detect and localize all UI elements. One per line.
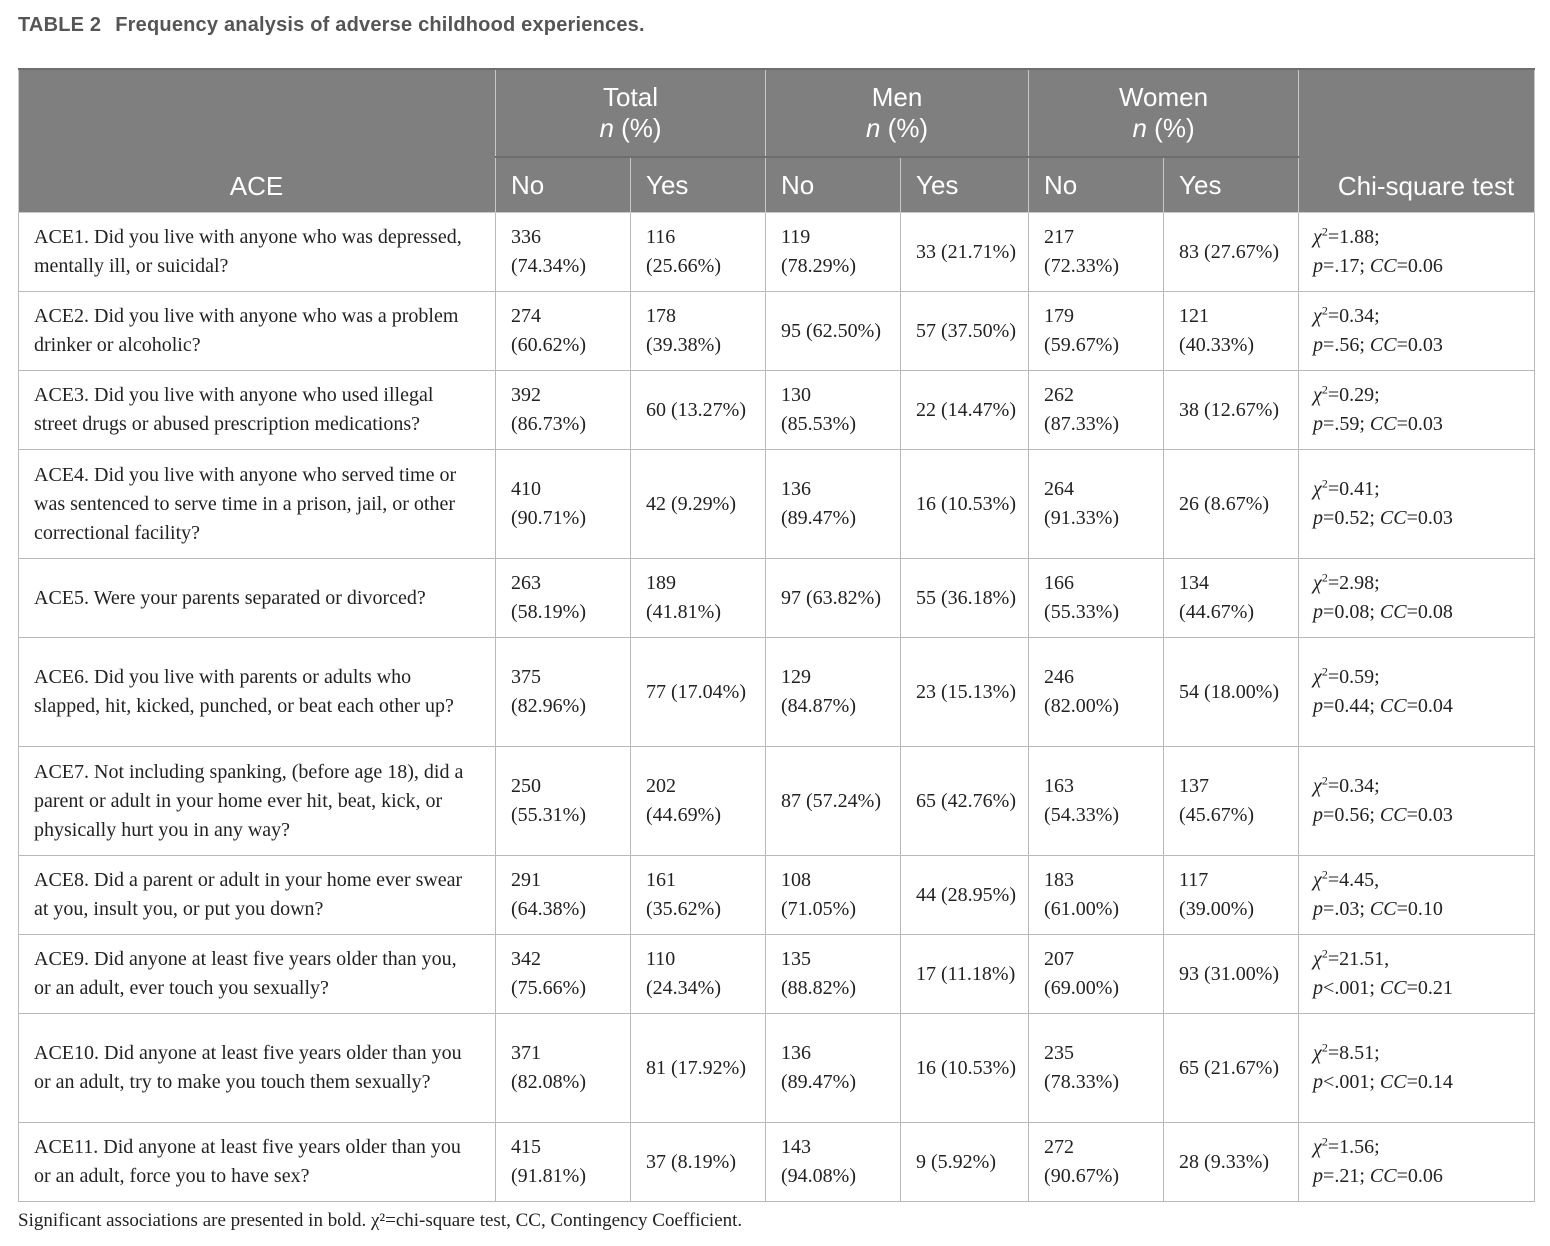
cc-symbol: CC xyxy=(1379,507,1407,529)
table-title: Frequency analysis of adverse childhood experiences. xyxy=(115,14,645,36)
chi-symbol: χ xyxy=(1313,305,1322,327)
p-symbol: p xyxy=(1313,507,1324,529)
cell-men-no: 129 (84.87%) xyxy=(766,638,901,747)
cell-total-yes: 42 (9.29%) xyxy=(631,450,766,559)
p-value: <.001; xyxy=(1323,977,1375,999)
cell-total-no: 375 (82.96%) xyxy=(496,638,631,747)
chi-value: =0.59; xyxy=(1327,666,1380,688)
cell-women-yes: 134 (44.67%) xyxy=(1164,559,1299,638)
cell-chi-square xyxy=(1299,371,1535,450)
cell-chi-square xyxy=(1299,747,1535,856)
p-value: =.03; xyxy=(1323,898,1365,920)
header-total: Total n (%) xyxy=(496,69,766,157)
p-value: =.21; xyxy=(1323,1165,1365,1187)
ace-question: ACE1. Did you live with anyone who was depressed, mentally ill, or suicidal? xyxy=(19,213,496,292)
cell-total-no: 410 (90.71%) xyxy=(496,450,631,559)
ace-question: ACE11. Did anyone at least five years older than you or an adult, force you to have sex? xyxy=(19,1123,496,1202)
cell-total-no: 336 (74.34%) xyxy=(496,213,631,292)
ace-question: ACE8. Did a parent or adult in your home ever swear at you, insult you, or put you down? xyxy=(19,856,496,935)
chi-value: =8.51; xyxy=(1327,1042,1380,1064)
cc-symbol: CC xyxy=(1369,413,1397,435)
cell-men-yes: 17 (11.18%) xyxy=(901,935,1029,1014)
cell-women-yes: 83 (27.67%) xyxy=(1164,213,1299,292)
cc-symbol: CC xyxy=(1369,1165,1397,1187)
p-value: =0.56; xyxy=(1323,804,1375,826)
p-symbol: p xyxy=(1313,804,1324,826)
cell-women-yes: 93 (31.00%) xyxy=(1164,935,1299,1014)
chi-value: =21.51, xyxy=(1327,948,1390,970)
cc-value: =0.10 xyxy=(1396,898,1443,920)
ace-question: ACE3. Did you live with anyone who used illegal street drugs or abused prescription medications? xyxy=(19,371,496,450)
chi-value: =0.41; xyxy=(1327,478,1380,500)
table-row xyxy=(19,638,1535,747)
header-chi-square: Chi-square test xyxy=(1299,69,1535,213)
chi-symbol: χ xyxy=(1313,1136,1322,1158)
chi-symbol: χ xyxy=(1313,775,1322,797)
cell-men-no: 136 (89.47%) xyxy=(766,450,901,559)
cell-total-no: 263 (58.19%) xyxy=(496,559,631,638)
cell-total-no: 415 (91.81%) xyxy=(496,1123,631,1202)
p-value: =.56; xyxy=(1323,334,1365,356)
header-women: Women n (%) xyxy=(1029,69,1299,157)
cell-chi-square xyxy=(1299,856,1535,935)
cc-value: =0.03 xyxy=(1406,804,1453,826)
cell-women-no: 207 (69.00%) xyxy=(1029,935,1164,1014)
chi-value: =0.34; xyxy=(1327,305,1380,327)
cc-symbol: CC xyxy=(1379,804,1407,826)
header-ace: ACE xyxy=(19,69,496,213)
cell-women-no: 272 (90.67%) xyxy=(1029,1123,1164,1202)
cell-women-yes: 137 (45.67%) xyxy=(1164,747,1299,856)
chi-symbol: χ xyxy=(1313,478,1322,500)
cell-men-yes: 16 (10.53%) xyxy=(901,1014,1029,1123)
p-symbol: p xyxy=(1313,601,1324,623)
chi-value: =2.98; xyxy=(1327,572,1380,594)
cell-women-no: 179 (59.67%) xyxy=(1029,292,1164,371)
header-men-no: No xyxy=(766,157,901,213)
cell-women-no: 246 (82.00%) xyxy=(1029,638,1164,747)
chi-value: =1.56; xyxy=(1327,1136,1380,1158)
table-row xyxy=(19,371,1535,450)
cell-men-yes: 9 (5.92%) xyxy=(901,1123,1029,1202)
cc-value: =0.03 xyxy=(1396,334,1443,356)
cell-women-no: 262 (87.33%) xyxy=(1029,371,1164,450)
chi-value: =1.88; xyxy=(1327,226,1380,248)
ace-frequency-table xyxy=(18,68,1535,1202)
cell-women-no: 235 (78.33%) xyxy=(1029,1014,1164,1123)
cell-men-yes: 55 (36.18%) xyxy=(901,559,1029,638)
p-symbol: p xyxy=(1313,898,1324,920)
cell-total-no: 392 (86.73%) xyxy=(496,371,631,450)
cc-symbol: CC xyxy=(1379,1071,1407,1093)
p-symbol: p xyxy=(1313,255,1324,277)
p-symbol: p xyxy=(1313,977,1324,999)
cell-men-no: 95 (62.50%) xyxy=(766,292,901,371)
table-footnote: Significant associations are presented in bold. χ²=chi-square test, CC, Contingency Coefficient. xyxy=(18,1210,743,1231)
p-value: =0.44; xyxy=(1323,695,1375,717)
table-row xyxy=(19,450,1535,559)
header-women-no: No xyxy=(1029,157,1164,213)
table-caption xyxy=(18,14,645,37)
cell-total-yes: 161 (35.62%) xyxy=(631,856,766,935)
cell-women-yes: 117 (39.00%) xyxy=(1164,856,1299,935)
cc-symbol: CC xyxy=(1379,977,1407,999)
cc-symbol: CC xyxy=(1379,695,1407,717)
ace-question: ACE10. Did anyone at least five years older than you or an adult, try to make you touch them sexually? xyxy=(19,1014,496,1123)
cell-total-yes: 178 (39.38%) xyxy=(631,292,766,371)
chi-superscript: 2 xyxy=(1321,382,1328,397)
cell-men-no: 119 (78.29%) xyxy=(766,213,901,292)
ace-question: ACE4. Did you live with anyone who served time or was sentenced to serve time in a prison, jail, or other correctional facility? xyxy=(19,450,496,559)
p-value: <.001; xyxy=(1323,1071,1375,1093)
cc-symbol: CC xyxy=(1369,334,1397,356)
cell-chi-square xyxy=(1299,1014,1535,1123)
cell-chi-square xyxy=(1299,450,1535,559)
chi-superscript: 2 xyxy=(1321,867,1328,882)
cc-symbol: CC xyxy=(1379,601,1407,623)
p-value: =.17; xyxy=(1323,255,1365,277)
cell-chi-square xyxy=(1299,638,1535,747)
cell-chi-square xyxy=(1299,559,1535,638)
ace-question: ACE6. Did you live with parents or adults who slapped, hit, kicked, punched, or beat each other up? xyxy=(19,638,496,747)
p-symbol: p xyxy=(1313,1071,1324,1093)
chi-superscript: 2 xyxy=(1321,476,1328,491)
table-row xyxy=(19,747,1535,856)
p-value: =0.08; xyxy=(1323,601,1375,623)
table-row xyxy=(19,292,1535,371)
chi-superscript: 2 xyxy=(1321,1040,1328,1055)
p-symbol: p xyxy=(1313,695,1324,717)
cell-men-no: 108 (71.05%) xyxy=(766,856,901,935)
cell-total-no: 291 (64.38%) xyxy=(496,856,631,935)
cell-men-no: 143 (94.08%) xyxy=(766,1123,901,1202)
cell-women-no: 217 (72.33%) xyxy=(1029,213,1164,292)
chi-symbol: χ xyxy=(1313,226,1322,248)
cell-men-yes: 23 (15.13%) xyxy=(901,638,1029,747)
table-row xyxy=(19,1123,1535,1202)
ace-question: ACE7. Not including spanking, (before age 18), did a parent or adult in your home ever hit, beat, kick, or physically hurt you in any way? xyxy=(19,747,496,856)
cc-value: =0.06 xyxy=(1396,1165,1443,1187)
cell-men-yes: 33 (21.71%) xyxy=(901,213,1029,292)
chi-superscript: 2 xyxy=(1321,773,1328,788)
cell-men-yes: 22 (14.47%) xyxy=(901,371,1029,450)
p-value: =.59; xyxy=(1323,413,1365,435)
cell-chi-square xyxy=(1299,292,1535,371)
cell-women-yes: 38 (12.67%) xyxy=(1164,371,1299,450)
cell-women-no: 183 (61.00%) xyxy=(1029,856,1164,935)
cell-total-yes: 60 (13.27%) xyxy=(631,371,766,450)
cc-value: =0.06 xyxy=(1396,255,1443,277)
chi-superscript: 2 xyxy=(1321,946,1328,961)
chi-value: =0.34; xyxy=(1327,775,1380,797)
chi-superscript: 2 xyxy=(1321,303,1328,318)
cc-value: =0.04 xyxy=(1406,695,1453,717)
cell-men-no: 87 (57.24%) xyxy=(766,747,901,856)
p-symbol: p xyxy=(1313,1165,1324,1187)
table-label: TABLE 2 xyxy=(18,14,102,36)
table-row xyxy=(19,559,1535,638)
ace-question: ACE5. Were your parents separated or divorced? xyxy=(19,559,496,638)
cc-symbol: CC xyxy=(1369,898,1397,920)
cc-value: =0.03 xyxy=(1396,413,1443,435)
cell-total-no: 342 (75.66%) xyxy=(496,935,631,1014)
ace-question: ACE9. Did anyone at least five years older than you, or an adult, ever touch you sexually? xyxy=(19,935,496,1014)
cell-chi-square xyxy=(1299,935,1535,1014)
cell-men-yes: 57 (37.50%) xyxy=(901,292,1029,371)
cc-value: =0.21 xyxy=(1406,977,1453,999)
cell-men-yes: 44 (28.95%) xyxy=(901,856,1029,935)
chi-symbol: χ xyxy=(1313,948,1322,970)
chi-symbol: χ xyxy=(1313,869,1322,891)
cell-women-no: 163 (54.33%) xyxy=(1029,747,1164,856)
cell-women-yes: 54 (18.00%) xyxy=(1164,638,1299,747)
chi-symbol: χ xyxy=(1313,384,1322,406)
cell-women-yes: 121 (40.33%) xyxy=(1164,292,1299,371)
cell-total-yes: 110 (24.34%) xyxy=(631,935,766,1014)
cell-women-no: 264 (91.33%) xyxy=(1029,450,1164,559)
cc-value: =0.08 xyxy=(1406,601,1453,623)
cc-symbol: CC xyxy=(1369,255,1397,277)
chi-superscript: 2 xyxy=(1321,1134,1328,1149)
cell-men-no: 135 (88.82%) xyxy=(766,935,901,1014)
chi-symbol: χ xyxy=(1313,572,1322,594)
cell-chi-square xyxy=(1299,1123,1535,1202)
cell-women-yes: 65 (21.67%) xyxy=(1164,1014,1299,1123)
cell-total-yes: 77 (17.04%) xyxy=(631,638,766,747)
table-row xyxy=(19,856,1535,935)
cell-total-yes: 202 (44.69%) xyxy=(631,747,766,856)
cell-women-yes: 28 (9.33%) xyxy=(1164,1123,1299,1202)
header-men: Men n (%) xyxy=(766,69,1029,157)
header-total-no: No xyxy=(496,157,631,213)
cell-total-no: 250 (55.31%) xyxy=(496,747,631,856)
chi-symbol: χ xyxy=(1313,1042,1322,1064)
chi-superscript: 2 xyxy=(1321,224,1328,239)
cell-chi-square xyxy=(1299,213,1535,292)
table-body xyxy=(19,213,1535,1202)
table-row xyxy=(19,935,1535,1014)
chi-value: =4.45, xyxy=(1327,869,1380,891)
cell-men-no: 136 (89.47%) xyxy=(766,1014,901,1123)
cell-women-yes: 26 (8.67%) xyxy=(1164,450,1299,559)
chi-superscript: 2 xyxy=(1321,570,1328,585)
p-value: =0.52; xyxy=(1323,507,1375,529)
chi-superscript: 2 xyxy=(1321,664,1328,679)
p-symbol: p xyxy=(1313,334,1324,356)
header-men-yes: Yes xyxy=(901,157,1029,213)
table-row xyxy=(19,213,1535,292)
cell-total-yes: 37 (8.19%) xyxy=(631,1123,766,1202)
cc-value: =0.03 xyxy=(1406,507,1453,529)
cell-men-yes: 65 (42.76%) xyxy=(901,747,1029,856)
cell-total-yes: 189 (41.81%) xyxy=(631,559,766,638)
cell-total-no: 371 (82.08%) xyxy=(496,1014,631,1123)
cell-men-no: 97 (63.82%) xyxy=(766,559,901,638)
cell-men-no: 130 (85.53%) xyxy=(766,371,901,450)
cell-total-yes: 81 (17.92%) xyxy=(631,1014,766,1123)
ace-question: ACE2. Did you live with anyone who was a problem drinker or alcoholic? xyxy=(19,292,496,371)
cell-total-no: 274 (60.62%) xyxy=(496,292,631,371)
cell-women-no: 166 (55.33%) xyxy=(1029,559,1164,638)
cell-total-yes: 116 (25.66%) xyxy=(631,213,766,292)
header-women-yes: Yes xyxy=(1164,157,1299,213)
cc-value: =0.14 xyxy=(1406,1071,1453,1093)
chi-value: =0.29; xyxy=(1327,384,1380,406)
cell-men-yes: 16 (10.53%) xyxy=(901,450,1029,559)
table-row xyxy=(19,1014,1535,1123)
p-symbol: p xyxy=(1313,413,1324,435)
chi-symbol: χ xyxy=(1313,666,1322,688)
header-total-yes: Yes xyxy=(631,157,766,213)
